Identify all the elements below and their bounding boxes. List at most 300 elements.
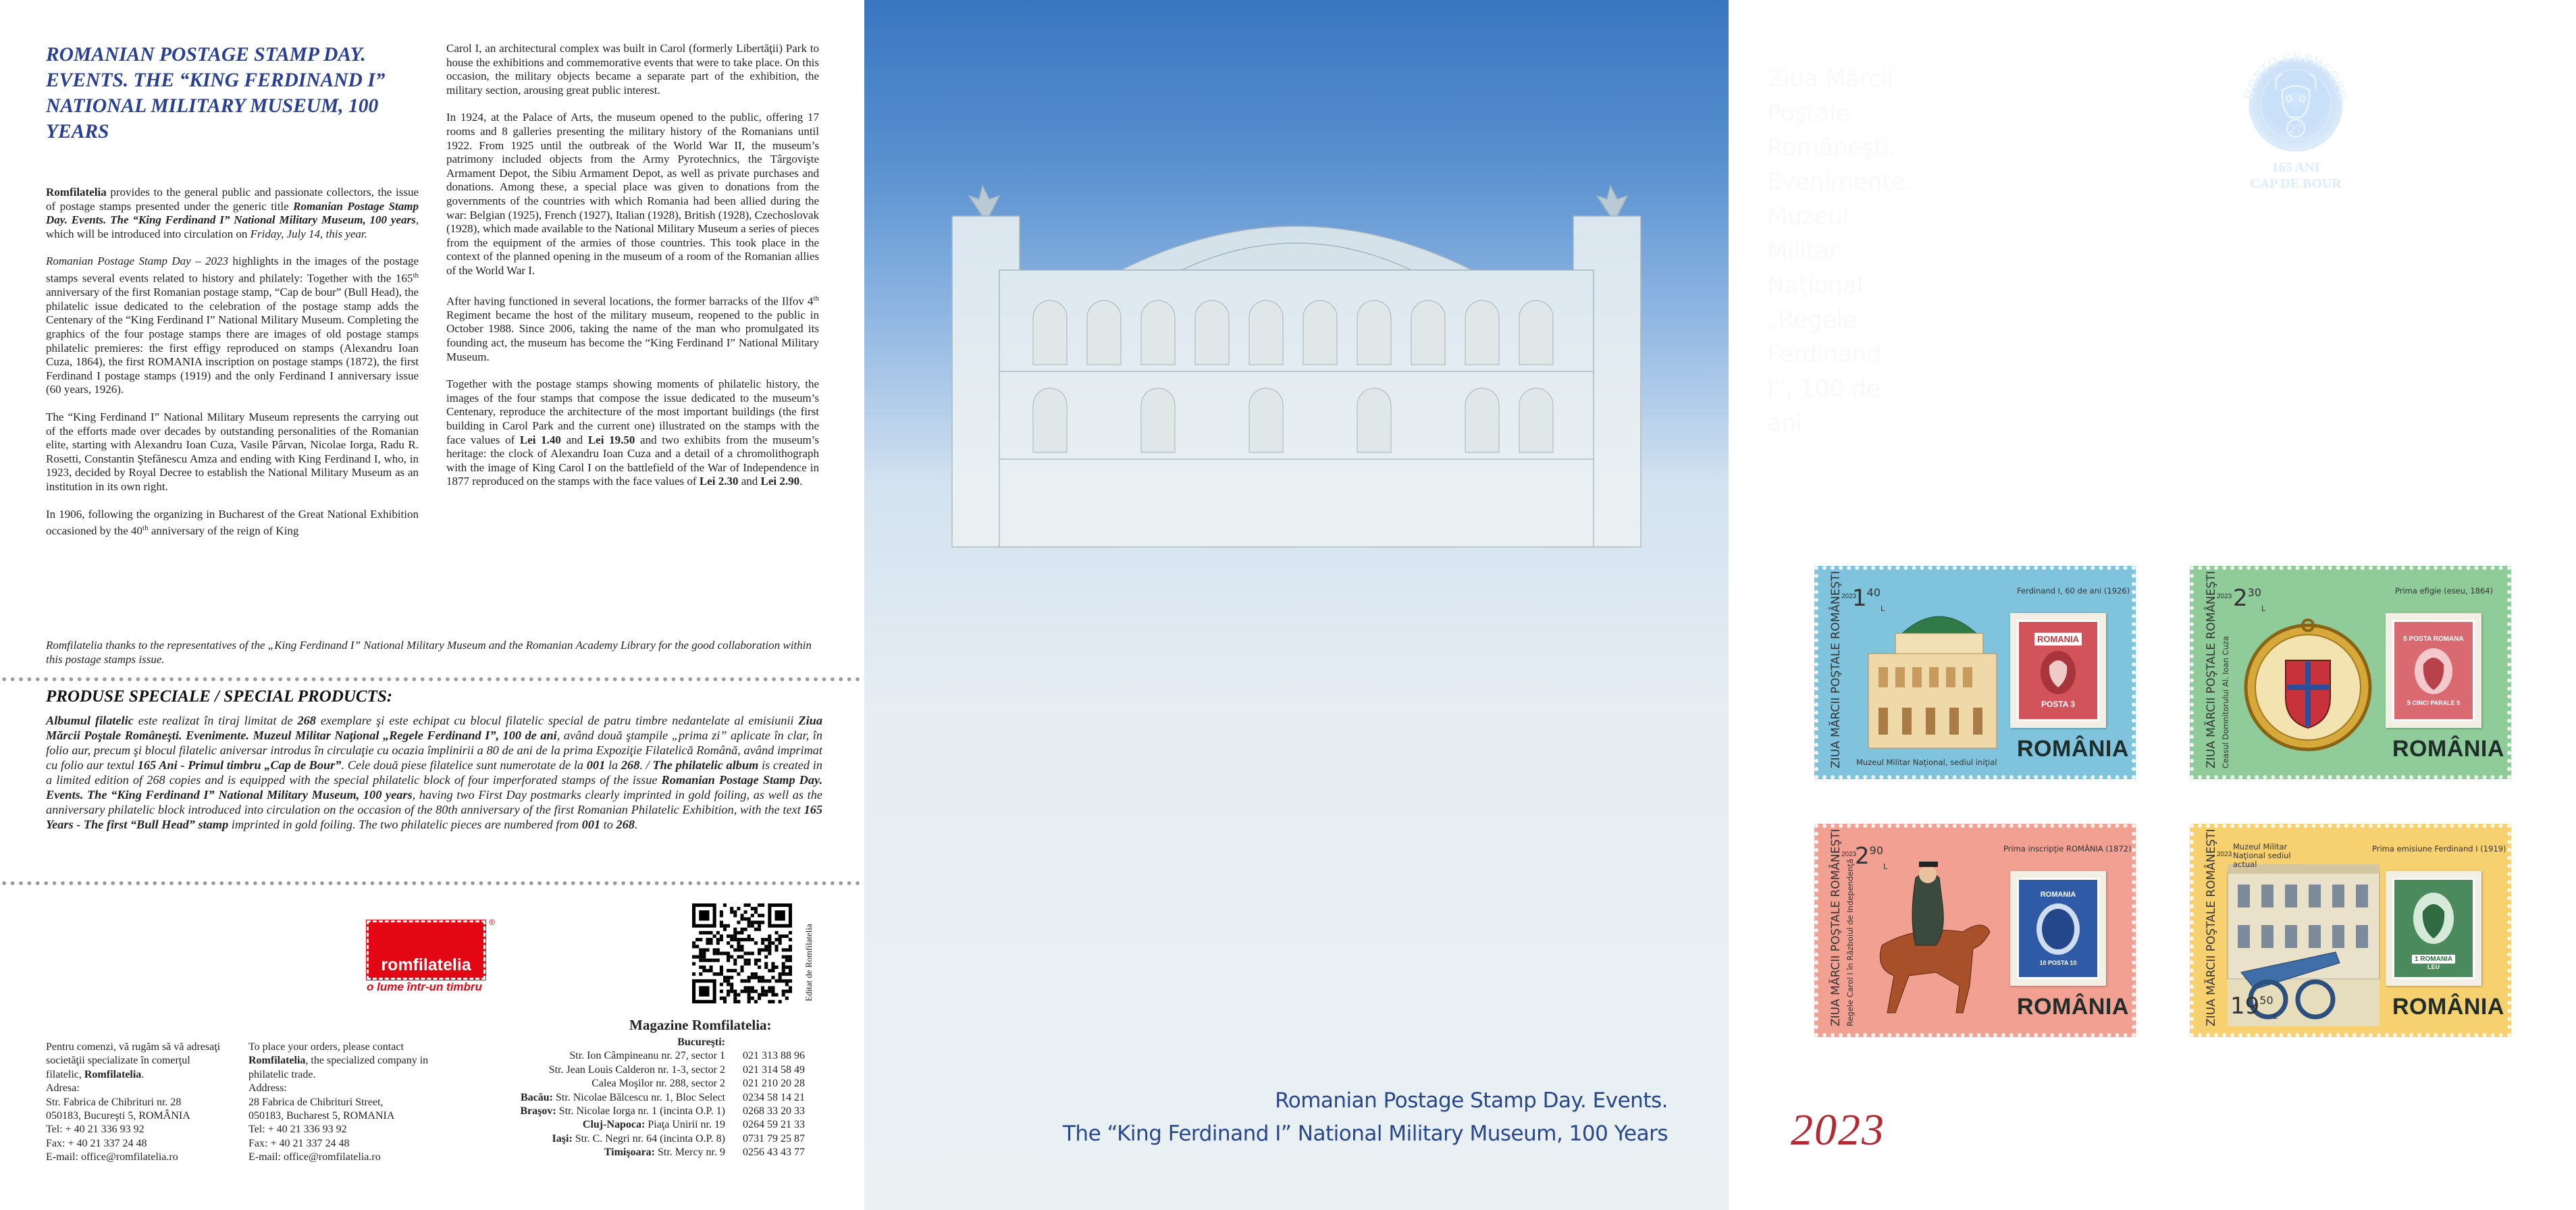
qr-module [747,959,751,962]
text-run: 050183, Bucharest 5, ROMANIA [248,1110,395,1122]
qr-module [737,945,740,948]
qr-module [730,990,733,993]
qr-module [716,938,720,941]
shop-city-label: Cluj-Napoca: [582,1119,646,1131]
qr-module [751,976,754,979]
qr-module [764,966,768,969]
qr-module [737,955,740,959]
qr-module [740,945,743,948]
text-run: Tel: + 40 21 336 93 92 [248,1124,347,1136]
text-run: E-mail: office@romfilatelia.ro [46,1151,178,1163]
shop-city-label: Braşov: [520,1105,556,1117]
registered-mark: ® [489,918,495,927]
qr-module [761,948,764,951]
qr-module [723,1000,727,1003]
qr-module [782,935,785,938]
qr-code-icon[interactable] [692,903,792,1003]
qr-module [727,993,730,997]
text-column-2 [446,42,819,502]
shop-row [466,1036,824,1049]
qr-module [764,948,768,951]
qr-module [758,948,761,951]
qr-module [737,1000,740,1003]
text-run: is created in a limited edition of 268 copies and is equipped with the special philatelic block of four imperforated stamps of the issue [46,758,822,787]
paragraph [446,111,819,278]
qr-module [720,997,723,1000]
qr-module [747,997,751,1000]
romanian-title-line: Ziua Mărcii Poştale Româneşti. [1767,65,1897,161]
qr-module [758,928,761,931]
text-run: 268 [297,714,316,727]
uv-caption-line: in the ultraviolet [2373,130,2472,147]
qr-module [751,938,754,941]
mini-stamp-bottom-text: POSTA [2041,699,2068,709]
contact-english [248,1041,451,1165]
text-run: Lei 1.40 [519,433,561,446]
paragraph [446,42,819,97]
qr-module [747,979,751,982]
shop-address [466,1105,725,1118]
qr-module [723,903,727,907]
qr-module [720,924,723,928]
qr-module [692,962,695,966]
stamp-2-30[interactable] [2190,566,2511,779]
qr-module [720,969,723,972]
shop-address-text: Str. Jean Louis Calderon nr. 1-3, sector 2 [548,1063,725,1076]
uv-stamp-arc-text: ПОРТО СКРИСОРИ [2242,50,2350,102]
stamp-perforation [2190,824,2511,1037]
qr-module [695,938,699,941]
stamp-vertical-label-text: ZIUA MĂRCII POŞTALE ROMÂNEŞTI [2205,571,2218,768]
contact-line [46,1082,228,1095]
shop-row [466,1091,824,1105]
uv-caption-line: “Bull Head” visible [2373,109,2491,126]
text-run: Albumul filatelic [46,714,134,727]
qr-module [740,969,743,972]
acknowledgement: Romfilatelia thanks to the representatives of the „King Ferdinand I” National Military Museum and the Romanian Academy Library for the good collaboration within this postage stamps issue. [46,639,812,666]
qr-module [737,972,740,976]
qr-module [740,928,743,931]
shop-address-text: Str. Ion Câmpineanu nr. 27, sector 1 [569,1050,725,1062]
contact-line [46,1137,228,1151]
qr-module [789,990,792,993]
qr-module [733,948,737,951]
text-run: anniversary of the reign of King [148,524,299,537]
qr-module [710,931,713,935]
qr-module [727,990,730,993]
qr-module [733,990,737,993]
qr-module [737,948,740,951]
paragraph [46,411,419,494]
shop-row [466,1146,824,1159]
qr-module [774,979,778,982]
text-run: In 1924, at the Palace of Arts, the museum opened to the public, offering 17 rooms and 8 galleries presenting the military history of the Romanians until 1922. From 1925 until the outbreak of the World War II, the museum’s patrimony included objects from the Army Pyrotechnics, the Târgovişte Armament Depot, the Sibiu Armament Depot, as well as private purchases and donations. Among these, a special place was given to donations from the governments of the countries with which Romania had been allied during the war: Belgian (1925), French (1927), Italian (1928), British (1928), Czechoslovak (1928), which made available to the National Military Museum a series of pieces from the equipment of the armies of those countries. This took place in the context of the planned opening in the museum of a room of the Romanian allies of the World War I. [446,111,819,277]
qr-module [782,993,785,997]
qr-module [782,969,785,972]
qr-module [727,955,730,959]
contact-line [248,1096,451,1109]
text-run: highlights in the images of the postage stamps several events related to history and philately: Together with the 165 [46,255,419,285]
mini-stamp-bottom: 10 POSTA 10 [2039,959,2077,966]
text-run: Romfilatelia [248,1055,306,1067]
qr-module [692,972,695,976]
text-run: Str. Fabrica de Chibrituri nr. 28 [46,1096,182,1108]
qr-module [740,914,743,917]
stamp-2-90[interactable] [1814,824,2136,1037]
qr-module [758,903,761,907]
qr-module [730,969,733,972]
text-run: 268 [616,818,635,831]
qr-module [761,941,764,945]
qr-module [730,910,733,914]
qr-module [737,931,740,935]
qr-module [716,972,720,976]
qr-module [706,948,709,951]
qr-module [740,955,743,959]
stamp-caption-top: Prima emisiune Ferdinand I (1919) [2372,844,2506,853]
face-unit: L [1883,862,1888,871]
qr-module [720,951,723,955]
text-run: Lei 19.50 [587,433,635,446]
qr-module [754,1000,758,1003]
qr-module [751,986,754,989]
qr-module [789,931,792,935]
qr-module [771,962,774,966]
qr-module [706,938,709,941]
qr-module [789,948,792,951]
stamp-perforation [1814,824,2136,1037]
qr-module [744,928,747,931]
qr-module [764,945,768,948]
qr-module [744,979,747,982]
qr-module [733,993,737,997]
contact-line [46,1151,228,1164]
contact-line [46,1041,228,1082]
text-run: to [600,818,616,831]
text-run: Romanian Postage Stamp Day. Events. The “King Ferdinand I” National Military Museum, 100 years [46,773,823,801]
qr-module [789,959,792,962]
text-run: anniversary of the first Romanian postage stamp, “Cap de bour” (Bull Head), the philatelic issue dedicated to the celebration of the postage stamp adds the Centenary of the “King Ferdinand I” National Military Museum. Completing the graphics of the four postage stamps there are images of old postage stamps philatelic premieres: the first effigy reproduced on stamps (Alexandru Ioan Cuza, 1864), the first ROMANIA inscription on postage stamps (1872), the first Ferdinand I postage stamps (1919) and the only Ferdinand I anniversary issue (60 years, 1926). [46,286,419,396]
stamp-vertical-label-text: ZIUA MĂRCII POŞTALE ROMÂNEŞTI [2205,828,2218,1026]
text-run: th [413,271,419,280]
qr-module [758,959,761,962]
shop-address [466,1091,725,1105]
qr-module [758,924,761,928]
qr-module [761,938,764,941]
qr-module [720,910,723,914]
stamp-caption-top: Prima efigie (eseu, 1864) [2395,586,2494,596]
qr-module [730,945,733,948]
qr-module [754,990,758,993]
qr-module [692,945,695,948]
text-run: . [141,1068,144,1080]
face-main: 2 [1855,843,1870,870]
contact-line [248,1041,451,1082]
text-run: th [813,294,819,302]
qr-module [761,914,764,917]
bull-head-uv-stamp-icon [2235,47,2357,203]
qr-module [720,990,723,993]
text-run: este realizat în tiraj limitat de [133,714,298,727]
qr-module [785,935,789,938]
qr-module [727,976,730,979]
text-run: Regiment became the host of the military museum, reopened to the public in October 1988. Since 2006, taking the name of the man who promulgated its founding act, the museum has become the “King Ferdinand I” National Military Museum. [446,308,819,363]
qr-module [747,935,751,938]
qr-module [768,979,771,982]
shop-address-text: Str. Nicolae Iorga nr. 1 (incinta O.P. 1) [556,1105,725,1117]
qr-module [789,972,792,976]
text-run: Together with the postage stamps showing moments of philatelic history, the images of the four stamps that compose the issue dedicated to the museum’s Centenary, reproduce the architecture of the most important buildings (the first building in Carol Park and the current one) illustrated on the stamps with the face values of [446,377,819,446]
qr-module [730,976,733,979]
qr-module [764,979,768,982]
face-unit: L [2261,604,2266,613]
qr-module [706,941,709,945]
qr-module [768,1000,771,1003]
qr-module [695,945,699,948]
text-run: and two exhibits from the museum’s heritage: the clock of Alexandru Ioan Cuza and a detail of a chromolithograph with the image of King Carol I on the battlefield of the War of Independence in 1877 reproduced on the stamps with the face values of [446,433,820,488]
text-run: , having two First Day postmarks clearly imprinted in gold foiling, as well as the anniversary philatelic block introduced into circulation on the occasion of the 80th anniversary of the first Romanian Philatelic Exhibition, with the text [46,788,822,816]
qr-module [740,938,743,941]
museum-building-illustration [864,169,1729,574]
shop-row [466,1049,824,1063]
text-run: The philatelic album [652,758,759,772]
right-page [864,0,2536,1210]
face-main: 2 [2233,585,2248,612]
qr-module [789,955,792,959]
qr-module [716,948,720,951]
contact-line [46,1123,228,1136]
text-run: exemplare şi este echipat cu blocul filatelic special de patru timbre nedantelate al emisiunii [315,714,799,727]
qr-module [727,959,730,962]
stamp-side-caption-text: Regele Carol I în Războiul de Independenţă [1845,858,1855,1026]
qr-module [710,959,713,962]
shop-city: Bucureşti: [677,1036,725,1048]
qr-module [744,962,747,966]
text-run: and [738,475,761,488]
qr-module [758,966,761,969]
stamp-year: 2023 [2217,593,2232,600]
qr-module [758,921,761,924]
qr-module [751,914,754,917]
qr-module [747,990,751,993]
shop-city-label: Iaşi: [552,1132,573,1145]
qr-module [785,979,789,982]
text-run: 001 [581,818,601,831]
qr-module [744,917,747,920]
qr-module [699,955,702,959]
english-title-line: Romanian Postage Stamp Day. Events. [1275,1088,1668,1113]
english-title-line: The “King Ferdinand I” National Military Museum, 100 Years [1062,1122,1668,1146]
qr-module [733,969,737,972]
qr-module [751,997,754,1000]
qr-module [727,924,730,928]
qr-module [785,972,789,976]
text-run: , which will be introduced into circulation on [46,213,419,240]
dotted-divider [0,677,864,682]
special-products-text [46,713,822,832]
shop-row [466,1077,824,1090]
text-run: imprinted in gold foiling. The two philatelic pieces are numbered from [228,818,582,831]
qr-module [782,966,785,969]
qr-module [785,966,789,969]
qr-module [768,969,771,972]
text-run: , the specialized company in philatelic trade. [248,1055,429,1080]
uv-caption-line: in spectrul ultraviolet (UV) [2373,89,2536,106]
contact-line [248,1082,451,1095]
stamp-perforation [2190,566,2511,779]
qr-module [774,948,778,951]
text-run: E-mail: office@romfilatelia.ro [248,1151,381,1163]
shop-address [466,1077,725,1090]
stamp-perforation [1814,566,2136,779]
shop-phone: 0264 59 21 33 [743,1119,805,1131]
qr-module [747,1000,751,1003]
qr-module [764,955,768,959]
romanian-title-line: Evenimente. Muzeul Militar Naţional [1767,169,1912,299]
text-run: Tel: + 40 21 336 93 92 [46,1124,144,1136]
qr-module [764,993,768,997]
face-main: 1 [1852,585,1867,612]
text-run: To place your orders, please contact [248,1041,404,1053]
qr-module [740,966,743,969]
qr-module [744,986,747,989]
text-run: Romfilatelia [46,186,107,199]
qr-module [779,1000,782,1003]
qr-module [744,959,747,962]
qr-module [730,907,733,910]
qr-module [779,972,782,976]
qr-module [771,1000,774,1003]
qr-module [761,903,764,907]
text-run: Romanian Postage Stamp Day – 2023 [46,255,229,268]
qr-module [768,986,771,989]
qr-module [789,969,792,972]
mini-stamp-bottom: LEU [2427,963,2440,970]
text-run: provides to the general public and passionate collectors, the issue of postage stamps presented under the generic title [46,186,419,213]
qr-module [754,976,758,979]
shop-address [466,1132,725,1146]
shop-phone: 0731 79 25 87 [743,1132,805,1145]
qr-module [774,966,778,969]
qr-module [706,959,709,962]
qr-module [768,990,771,993]
qr-module [702,959,706,962]
mini-stamp-value: 3 [2070,699,2076,709]
qr-module [733,1000,737,1003]
qr-module [782,972,785,976]
qr-module [710,969,713,972]
qr-module [779,938,782,941]
qr-module [716,941,720,945]
face-cents: 30 [2247,586,2261,599]
qr-module [740,990,743,993]
qr-module [733,914,737,917]
qr-module [699,938,702,941]
text-run: 165 Ani - Primul timbru „Cap de Bour” [137,758,342,772]
contact-line [46,1109,228,1123]
qr-module [768,951,771,955]
mini-stamp-title: ROMANIA [2034,633,2082,646]
qr-module [733,935,737,938]
text-run: Fax: + 40 21 337 24 48 [46,1137,147,1149]
qr-module [761,986,764,989]
contact-line [248,1109,451,1123]
text-run: 050183, Bucureşti 5, ROMÂNIA [46,1110,190,1122]
shop-address [466,1063,725,1077]
text-column-1 [46,186,419,552]
qr-module [751,921,754,924]
qr-module [740,948,743,951]
romanian-title-line: „Regele Ferdinand I”, 100 de ani [1767,307,1881,437]
qr-module [751,907,754,910]
stamp-caption-top: Prima inscripţie ROMÂNIA (1872) [2003,844,2132,853]
qr-module [764,990,768,993]
qr-module [782,979,785,982]
stamp-vertical-label-text: ZIUA MĂRCII POŞTALE ROMÂNEŞTI [1829,571,1843,768]
text-run: la [605,758,621,772]
qr-module [740,979,743,982]
qr-module [702,931,706,935]
qr-module [782,955,785,959]
qr-module [720,914,723,917]
shop-address-text: Str. Mercy nr. 9 [655,1147,725,1159]
qr-module [771,941,774,945]
qr-module [758,951,761,955]
stamp-year: 2023 [2217,851,2232,858]
face-cents: 90 [1869,844,1883,857]
english-title [1063,1084,1668,1151]
contact-line [248,1137,451,1151]
text-run: , având două ştampile „prima zi” aplicate în clar, în folio aur, precum şi blocul filatelic aniversar introdus în circulaţie cu ocazia împlinirii a 80 de ani de la prima Expoziţie Filatelică Română, având imprimat cu folio aur textul [46,729,822,772]
text-run: Pentru comenzi, vă rugăm să vă adresaţi societăţii specializate în comerţul filatelic, [46,1041,221,1080]
face-main: 19 [2230,993,2260,1020]
text-run: Fax: + 40 21 337 24 48 [248,1137,350,1149]
qr-module [764,962,768,966]
stamp-vertical-label-text: ZIUA MĂRCII POŞTALE ROMÂNEŞTI [1829,828,1843,1026]
qr-module [754,972,758,976]
qr-module [761,921,764,924]
qr-module [723,979,727,982]
qr-module [733,928,737,931]
mini-stamp-bottom: 5 CINCI PARALE 5 [2407,699,2461,706]
qr-module [716,959,720,962]
mini-stamp-title-text: ROMANIA [2420,955,2453,963]
uv-stamp-line1: 165 ANI [2271,160,2320,175]
qr-module [747,951,751,955]
paragraph [446,377,819,489]
qr-module [723,976,727,979]
qr-module [789,986,792,989]
uv-stamp-line2: CAP DE BOUR [2250,176,2342,191]
contact-line [248,1123,451,1136]
shop-city-label: Bacău: [520,1091,553,1103]
shop-row [466,1118,824,1132]
qr-module [737,993,740,997]
stamp-country: ROMÂNIA [2392,994,2504,1020]
stamp-19-50[interactable] [2190,824,2511,1037]
qr-module [774,993,778,997]
qr-module [761,976,764,979]
stamp-country: ROMÂNIA [2392,736,2504,762]
qr-module [702,948,706,951]
qr-module [785,955,789,959]
qr-module [733,910,737,914]
uv-caption [2373,68,2576,169]
mini-stamp-value: 5 [2403,635,2407,643]
qr-module [747,986,751,989]
qr-module [758,979,761,982]
stamp-1-40[interactable] [1814,566,2136,779]
